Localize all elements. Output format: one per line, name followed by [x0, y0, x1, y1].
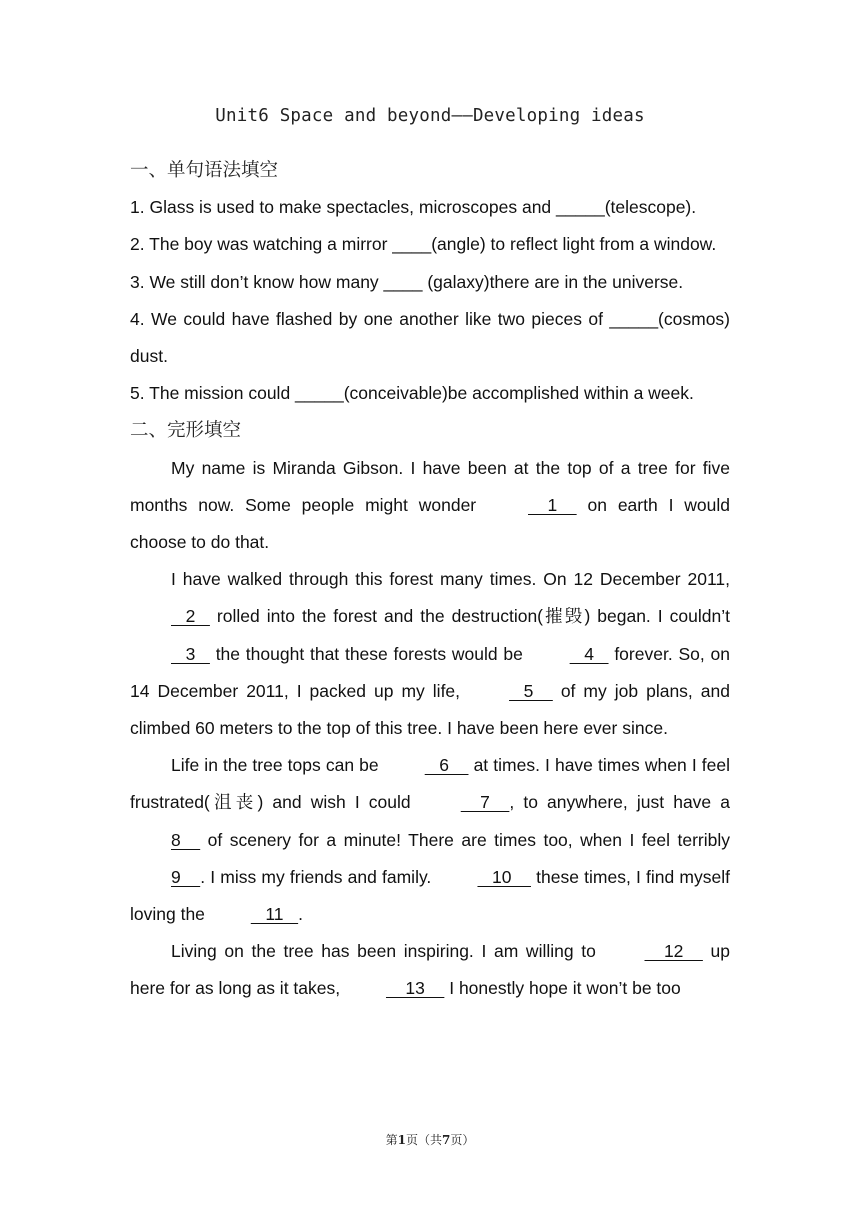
blank-7: 7 [460, 792, 510, 813]
footer-page-number: 1 [397, 1133, 406, 1147]
question-1: 1. Glass is used to make spectacles, microscopes and _____(telescope). [130, 197, 697, 218]
passage-text: at times. I have times when I feel frustrated(沮丧) and wish I could [130, 755, 730, 813]
passage-text: of my job plans, and climbed 60 meters to the top of this tree. I have been here ever since. [130, 680, 730, 739]
question-2: 2. The boy was watching a mirror ____(angle) to reflect light from a window. [130, 234, 717, 255]
blank-3: 3 [171, 643, 210, 664]
document-title: Unit6 Space and beyond——Developing ideas [215, 106, 645, 126]
passage-text: forever. So, on 14 December 2011, I packed up my life, [130, 643, 730, 701]
question-3: 3. We still don’t know how many ____ (galaxy)there are in the universe. [130, 271, 684, 292]
blank-9: 9 [171, 866, 201, 887]
passage-text: I have walked through this forest many times. On 12 December 2011, [171, 569, 730, 590]
footer-suffix: 页） [450, 1133, 475, 1147]
passage-text: the thought that these forests would be [209, 643, 529, 664]
blank-10: 10 [477, 866, 531, 887]
footer-prefix: 第 [385, 1133, 398, 1147]
passage-text: rolled into the forest and the destruction(摧毁) began. I couldn’t [209, 606, 730, 627]
cloze-passage [130, 450, 730, 1008]
document-body [130, 152, 730, 1008]
passage-paragraph [130, 747, 730, 933]
passage-text: these times, I find myself loving the [130, 866, 730, 925]
blank-4: 4 [569, 643, 609, 664]
passage-paragraph [130, 933, 730, 1007]
question-5: 5. The mission could _____(conceivable)be accomplished within a week. [130, 383, 694, 404]
passage-text: of scenery for a minute! There are times too, when I feel terribly [200, 829, 730, 850]
blank-2: 2 [171, 606, 210, 627]
passage-text: on earth I would choose to do that. [130, 494, 731, 552]
passage-text: Living on the tree has been inspiring. I am willing to [171, 941, 604, 962]
blank-11: 11 [250, 904, 299, 925]
passage-text: , to anywhere, just have a [509, 792, 731, 813]
passage-text: Life in the tree tops can be [171, 755, 384, 776]
blank-13: 13 [385, 978, 445, 999]
passage-text: up here for as long as it takes, [130, 941, 730, 999]
blank-5: 5 [509, 680, 553, 701]
blank-1: 1 [528, 494, 577, 515]
question-4: 4. We could have flashed by one another like two pieces of _____(cosmos) dust. [130, 308, 730, 366]
passage-text: I honestly hope it won’t be too [444, 978, 681, 999]
blank-6: 6 [424, 755, 469, 776]
page-footer [0, 1131, 860, 1148]
footer-total-pages: 7 [442, 1133, 451, 1147]
footer-mid: 页（共 [405, 1133, 442, 1147]
section-heading-cloze: 二、完形填空 [130, 420, 242, 442]
question-list [130, 189, 730, 412]
passage-paragraph [130, 450, 730, 562]
blank-8: 8 [171, 829, 201, 850]
blank-12: 12 [644, 941, 703, 962]
passage-paragraph [130, 561, 730, 747]
passage-text: . I miss my friends and family. [200, 866, 437, 887]
passage-text: . [298, 904, 303, 925]
passage-text: My name is Miranda Gibson. I have been at the top of a tree for five months now. Some people might wonder [130, 457, 730, 515]
section-heading-grammar: 一、单句语法填空 [130, 160, 279, 181]
